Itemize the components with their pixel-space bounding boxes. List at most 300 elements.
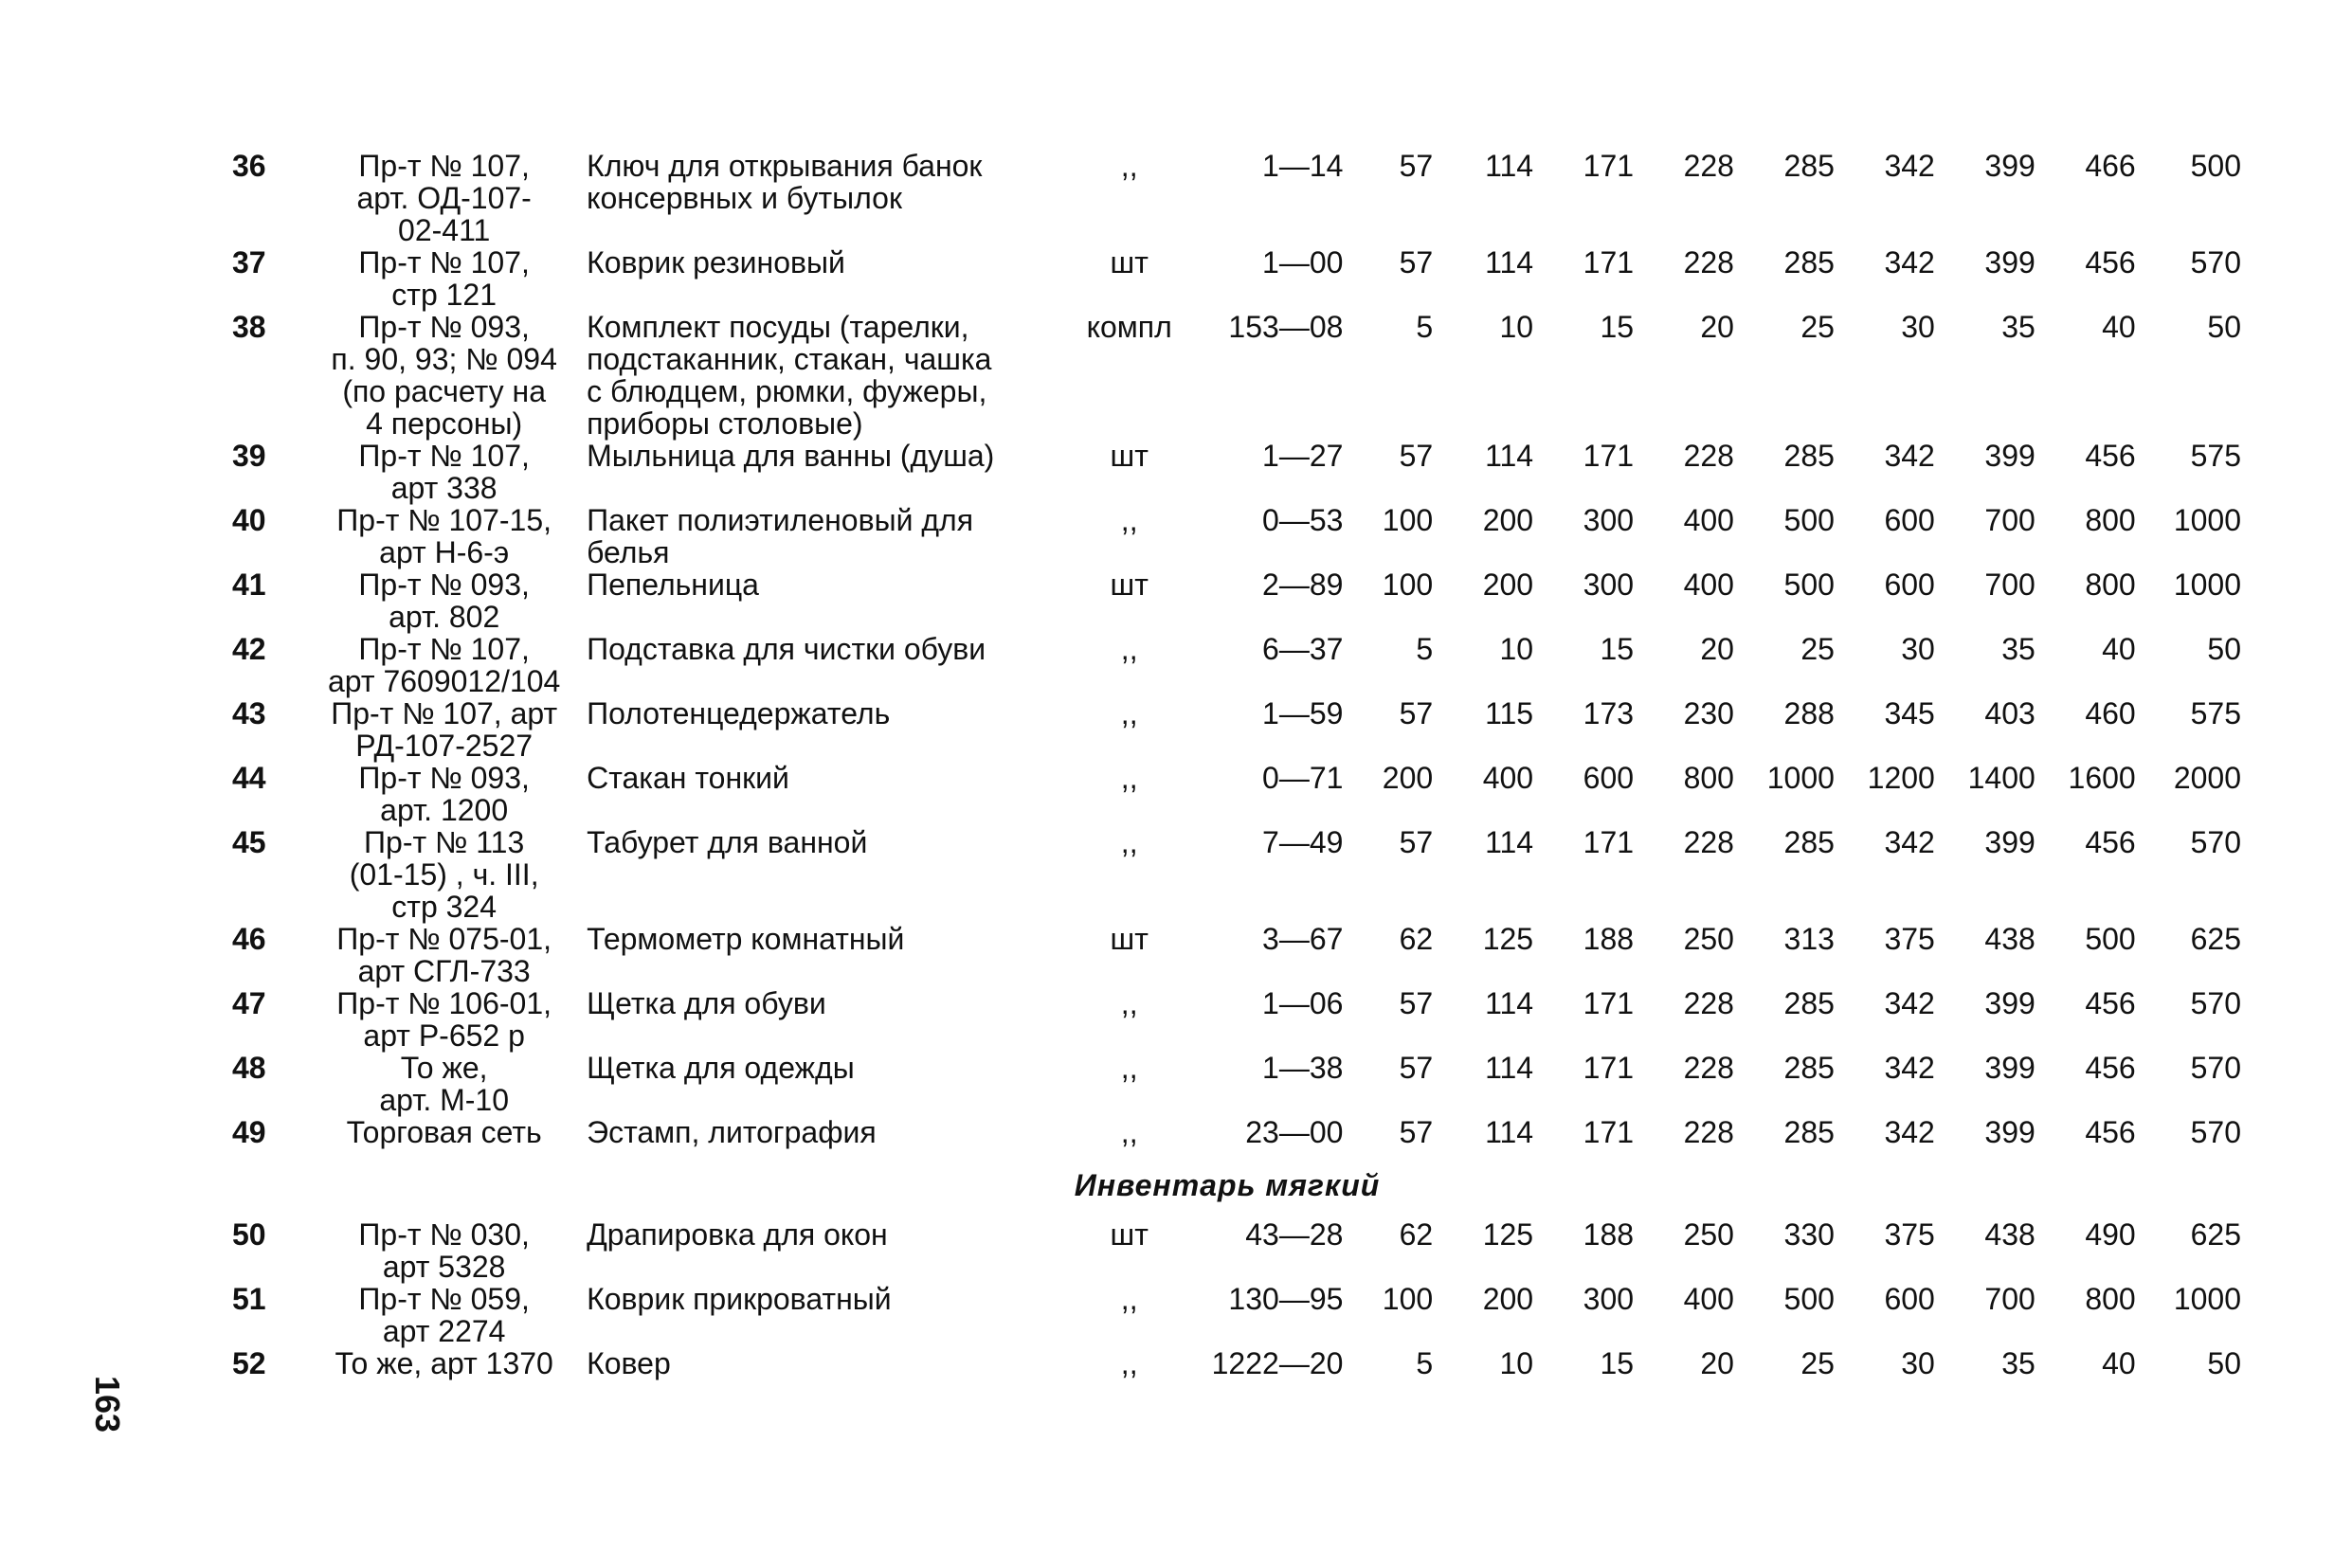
item-number: 46 [232,922,266,956]
item-quantity: 375 [1884,1217,1935,1252]
item-number: 52 [232,1346,266,1380]
item-quantity: 456 [2085,1051,2136,1085]
item-quantity: 800 [1683,761,1734,795]
item-price: 0—71 [1262,761,1344,795]
item-name [570,1283,1081,1347]
name-line: Коврик резиновый [587,245,845,279]
item-quantity: 250 [1683,922,1734,956]
item-quantity: 10 [1499,310,1534,344]
item-quantity: 399 [1984,439,2035,473]
name-line: Эстамп, литография [587,1115,877,1149]
item-number: 47 [232,986,266,1020]
item-quantity: 200 [1482,503,1534,537]
item-quantity: 171 [1583,245,1635,279]
item-name [570,311,1081,440]
item-number: 40 [232,503,266,537]
item-quantity: 400 [1683,568,1734,602]
name-line: Драпировка для окон [587,1217,888,1252]
name-line: Пепельница [587,568,759,602]
item-quantity: 285 [1783,825,1835,859]
table-row [213,633,2241,697]
item-quantity: 30 [1901,632,1935,666]
item-source [318,826,570,923]
item-quantity: 188 [1583,1217,1635,1252]
item-quantity: 500 [1783,568,1835,602]
item-quantity: 500 [2085,922,2136,956]
item-quantity: 171 [1583,1115,1635,1149]
name-line: консервных и бутылок [587,181,902,215]
item-quantity: 57 [1399,149,1434,183]
item-quantity: 700 [1984,1282,2035,1316]
item-name [570,504,1081,568]
source-line: стр 324 [391,890,498,924]
item-quantity: 20 [1700,632,1734,666]
item-unit: шт [1110,439,1149,473]
name-line: Щетка для обуви [587,986,826,1020]
item-name [570,1116,1081,1148]
item-quantity: 330 [1783,1217,1835,1252]
item-quantity: 171 [1583,1051,1635,1085]
item-quantity: 114 [1485,439,1534,473]
item-quantity: 57 [1399,1115,1434,1149]
item-name [570,826,1081,923]
item-number: 49 [232,1115,266,1149]
item-quantity: 1600 [2068,761,2136,795]
source-line: Пр-т № 107, [358,149,530,183]
item-quantity: 300 [1583,503,1635,537]
item-quantity: 500 [1783,503,1835,537]
item-quantity: 228 [1683,825,1734,859]
item-quantity: 25 [1800,1346,1835,1380]
item-quantity: 228 [1683,986,1734,1020]
item-price: 7—49 [1262,825,1344,859]
item-price: 153—08 [1228,310,1344,344]
item-quantity: 700 [1984,568,2035,602]
item-quantity: 200 [1382,761,1434,795]
item-quantity: 15 [1600,1346,1635,1380]
item-quantity: 171 [1583,149,1635,183]
item-quantity: 5 [1416,1346,1434,1380]
source-line: Пр-т № 107, арт [331,696,558,730]
item-quantity: 5 [1416,632,1434,666]
item-source [318,1116,570,1148]
item-quantity: 228 [1683,439,1734,473]
item-quantity: 700 [1984,503,2035,537]
item-name [570,1218,1081,1283]
item-quantity: 173 [1583,696,1635,730]
item-source [318,568,570,633]
item-quantity: 62 [1399,1217,1434,1252]
item-source [318,923,570,987]
inventory-table [213,150,2241,1379]
item-quantity: 50 [2207,310,2241,344]
source-line: Пр-т № 093, [358,761,530,795]
item-quantity: 10 [1499,1346,1534,1380]
item-quantity: 300 [1583,1282,1635,1316]
item-quantity: 399 [1984,1115,2035,1149]
item-number: 39 [232,439,266,473]
item-quantity: 25 [1800,310,1835,344]
item-source [318,246,570,311]
section-header [213,1148,2241,1218]
item-name [570,150,1081,246]
source-line: арт. ОД-107- [356,181,532,215]
item-name [570,440,1081,504]
item-quantity: 600 [1583,761,1635,795]
name-line: Подставка для чистки обуви [587,632,986,666]
name-line: Комплект посуды (тарелки, [587,310,969,344]
item-quantity: 188 [1583,922,1635,956]
item-price: 1—27 [1262,439,1344,473]
item-unit: шт [1110,1217,1149,1252]
item-quantity: 399 [1984,825,2035,859]
source-line: Пр-т № 093, [358,568,530,602]
name-line: подстаканник, стакан, чашка [587,342,992,376]
item-quantity: 399 [1984,986,2035,1020]
item-quantity: 125 [1482,922,1534,956]
source-line: (по расчету на [342,374,546,408]
item-quantity: 460 [2085,696,2136,730]
table-row [213,762,2241,826]
item-source [318,1347,570,1379]
item-quantity: 600 [1884,1282,1935,1316]
item-unit: ,, [1120,503,1138,537]
source-line: арт 2274 [382,1314,506,1348]
item-quantity: 125 [1482,1217,1534,1252]
item-quantity: 456 [2085,986,2136,1020]
item-number: 37 [232,245,266,279]
item-source [318,311,570,440]
item-quantity: 171 [1583,825,1635,859]
item-quantity: 57 [1399,245,1434,279]
item-quantity: 30 [1901,310,1935,344]
item-quantity: 600 [1884,503,1935,537]
item-unit: ,, [1120,1051,1138,1085]
item-quantity: 228 [1683,1115,1734,1149]
item-source [318,440,570,504]
item-quantity: 40 [2102,632,2136,666]
item-quantity: 50 [2207,1346,2241,1380]
source-line: Торговая сеть [346,1115,542,1149]
item-quantity: 57 [1399,696,1434,730]
table-row [213,697,2241,762]
item-quantity: 500 [1783,1282,1835,1316]
item-price: 130—95 [1228,1282,1344,1316]
item-number: 43 [232,696,266,730]
item-source [318,697,570,762]
item-unit: ,, [1120,632,1138,666]
source-line: Пр-т № 030, [358,1217,530,1252]
item-quantity: 438 [1984,922,2035,956]
item-quantity: 171 [1583,986,1635,1020]
item-unit: ,, [1120,761,1138,795]
source-line: арт Р-652 р [363,1018,525,1053]
item-unit: ,, [1120,1346,1138,1380]
source-line: Пр-т № 106-01, [336,986,552,1020]
item-name [570,568,1081,633]
item-source [318,1283,570,1347]
item-quantity: 1000 [2173,503,2241,537]
source-line: арт СГЛ-733 [357,954,531,988]
name-line: Мыльница для ванны (душа) [587,439,995,473]
item-quantity: 114 [1485,1051,1534,1085]
item-unit: шт [1110,245,1149,279]
item-quantity: 342 [1884,245,1935,279]
item-quantity: 800 [2085,1282,2136,1316]
item-quantity: 1000 [1766,761,1835,795]
source-line: Пр-т № 107, [358,439,530,473]
item-quantity: 456 [2085,1115,2136,1149]
item-quantity: 57 [1399,1051,1434,1085]
source-line: Пр-т № 107, [358,245,530,279]
source-line: стр 121 [391,278,498,312]
item-number: 50 [232,1217,266,1252]
table-row [213,987,2241,1052]
item-quantity: 250 [1683,1217,1734,1252]
item-quantity: 114 [1485,245,1534,279]
source-line: арт Н-6-э [379,535,510,569]
item-quantity: 20 [1700,310,1734,344]
item-quantity: 342 [1884,439,1935,473]
item-price: 1—59 [1262,696,1344,730]
item-source [318,1052,570,1116]
item-quantity: 285 [1783,245,1835,279]
source-line: арт 5328 [382,1250,506,1284]
item-unit: ,, [1120,1115,1138,1149]
item-quantity: 35 [2001,1346,2035,1380]
item-quantity: 15 [1600,310,1635,344]
source-line: 02-411 [398,213,491,247]
item-quantity: 228 [1683,1051,1734,1085]
item-quantity: 342 [1884,1115,1935,1149]
table-row [213,440,2241,504]
item-quantity: 35 [2001,310,2035,344]
item-quantity: 228 [1683,149,1734,183]
item-quantity: 456 [2085,439,2136,473]
item-quantity: 342 [1884,825,1935,859]
item-quantity: 1000 [2173,568,2241,602]
item-quantity: 625 [2190,922,2241,956]
table-row [213,1218,2241,1283]
item-number: 38 [232,310,266,344]
item-price: 1—06 [1262,986,1344,1020]
source-line: Пр-т № 113 [364,825,525,859]
item-unit: ,, [1120,986,1138,1020]
name-line: Табурет для ванной [587,825,868,859]
source-line: арт 338 [390,471,498,505]
item-quantity: 285 [1783,439,1835,473]
item-price: 3—67 [1262,922,1344,956]
item-quantity: 285 [1783,986,1835,1020]
item-quantity: 345 [1884,696,1935,730]
item-unit: ,, [1120,696,1138,730]
table-row [213,1347,2241,1379]
section-label: Инвентарь мягкий [1074,1168,1381,1202]
item-quantity: 625 [2190,1217,2241,1252]
item-quantity: 575 [2190,439,2241,473]
item-quantity: 40 [2102,310,2136,344]
item-quantity: 285 [1783,149,1835,183]
item-quantity: 200 [1482,1282,1534,1316]
table-body-soft [213,1218,2241,1379]
item-number: 51 [232,1282,266,1316]
item-quantity: 62 [1399,922,1434,956]
item-quantity: 35 [2001,632,2035,666]
source-line: То же, арт 1370 [335,1346,553,1380]
item-quantity: 100 [1382,1282,1434,1316]
item-quantity: 399 [1984,245,2035,279]
item-quantity: 400 [1683,1282,1734,1316]
table-row [213,1052,2241,1116]
item-quantity: 570 [2190,1051,2241,1085]
item-price: 6—37 [1262,632,1344,666]
source-line: (01-15) , ч. III, [349,857,539,892]
item-price: 1—14 [1262,149,1344,183]
item-quantity: 57 [1399,986,1434,1020]
table-row [213,568,2241,633]
item-quantity: 100 [1382,568,1434,602]
item-quantity: 400 [1683,503,1734,537]
item-quantity: 1200 [1867,761,1935,795]
item-name [570,246,1081,311]
name-line: Коврик прикроватный [587,1282,892,1316]
table-row [213,923,2241,987]
table-row [213,246,2241,311]
source-line: 4 персоны) [366,406,523,441]
source-line: РД-107-2527 [355,729,534,763]
item-quantity: 1400 [1967,761,2035,795]
item-quantity: 114 [1485,825,1534,859]
item-source [318,150,570,246]
table-row [213,311,2241,440]
item-price: 23—00 [1245,1115,1344,1149]
item-quantity: 342 [1884,1051,1935,1085]
item-name [570,923,1081,987]
item-price: 1—00 [1262,245,1344,279]
item-price: 1222—20 [1211,1346,1344,1380]
item-quantity: 342 [1884,149,1935,183]
item-quantity: 399 [1984,149,2035,183]
item-unit: ,, [1120,149,1138,183]
item-source [318,762,570,826]
item-quantity: 456 [2085,245,2136,279]
item-number: 42 [232,632,266,666]
item-quantity: 25 [1800,632,1835,666]
table-row [213,1116,2241,1148]
source-line: Пр-т № 107-15, [336,503,552,537]
item-quantity: 1000 [2173,1282,2241,1316]
item-source [318,504,570,568]
table-row [213,504,2241,568]
item-quantity: 438 [1984,1217,2035,1252]
item-quantity: 50 [2207,632,2241,666]
item-source [318,987,570,1052]
source-line: То же, [400,1051,488,1085]
page-number: 163 [88,1376,127,1433]
name-line: белья [587,535,670,569]
name-line: Ковер [587,1346,671,1380]
item-quantity: 500 [2190,149,2241,183]
item-source [318,633,570,697]
item-quantity: 114 [1485,149,1534,183]
item-quantity: 171 [1583,439,1635,473]
item-number: 45 [232,825,266,859]
item-quantity: 10 [1499,632,1534,666]
item-name [570,1347,1081,1379]
item-quantity: 57 [1399,439,1434,473]
item-quantity: 200 [1482,568,1534,602]
source-line: арт. 1200 [380,793,509,827]
item-quantity: 2000 [2173,761,2241,795]
item-price: 2—89 [1262,568,1344,602]
name-line: приборы столовые) [587,406,863,441]
item-unit: шт [1110,922,1149,956]
item-quantity: 600 [1884,568,1935,602]
table-row [213,150,2241,246]
item-quantity: 20 [1700,1346,1734,1380]
item-quantity: 114 [1485,986,1534,1020]
item-number: 44 [232,761,266,795]
item-unit: ,, [1120,825,1138,859]
item-price: 0—53 [1262,503,1344,537]
item-name [570,987,1081,1052]
item-quantity: 300 [1583,568,1635,602]
item-name [570,1052,1081,1116]
item-quantity: 5 [1416,310,1434,344]
item-quantity: 570 [2190,1115,2241,1149]
item-unit: ,, [1120,1282,1138,1316]
source-line: арт. 802 [389,600,500,634]
item-quantity: 466 [2085,149,2136,183]
item-quantity: 100 [1382,503,1434,537]
item-quantity: 40 [2102,1346,2136,1380]
item-quantity: 313 [1783,922,1835,956]
item-quantity: 800 [2085,503,2136,537]
item-quantity: 403 [1984,696,2035,730]
item-quantity: 490 [2085,1217,2136,1252]
name-line: Ключ для открывания банок [587,149,983,183]
source-line: Пр-т № 093, [358,310,530,344]
item-quantity: 57 [1399,825,1434,859]
item-name [570,697,1081,762]
item-source [318,1218,570,1283]
item-quantity: 285 [1783,1115,1835,1149]
item-number: 48 [232,1051,266,1085]
item-quantity: 228 [1683,245,1734,279]
item-unit: компл [1086,310,1172,344]
table-row [213,826,2241,923]
item-quantity: 288 [1783,696,1835,730]
source-line: арт. М-10 [379,1083,509,1117]
item-quantity: 342 [1884,986,1935,1020]
item-quantity: 570 [2190,986,2241,1020]
item-name [570,633,1081,697]
item-number: 36 [232,149,266,183]
item-price: 43—28 [1245,1217,1344,1252]
item-quantity: 800 [2085,568,2136,602]
item-quantity: 400 [1482,761,1534,795]
name-line: Стакан тонкий [587,761,789,795]
name-line: Щетка для одежды [587,1051,855,1085]
item-price: 1—38 [1262,1051,1344,1085]
name-line: с блюдцем, рюмки, фужеры, [587,374,987,408]
item-quantity: 575 [2190,696,2241,730]
item-quantity: 456 [2085,825,2136,859]
item-quantity: 285 [1783,1051,1835,1085]
table-body-main [213,150,2241,1148]
item-number: 41 [232,568,266,602]
item-unit: шт [1110,568,1149,602]
